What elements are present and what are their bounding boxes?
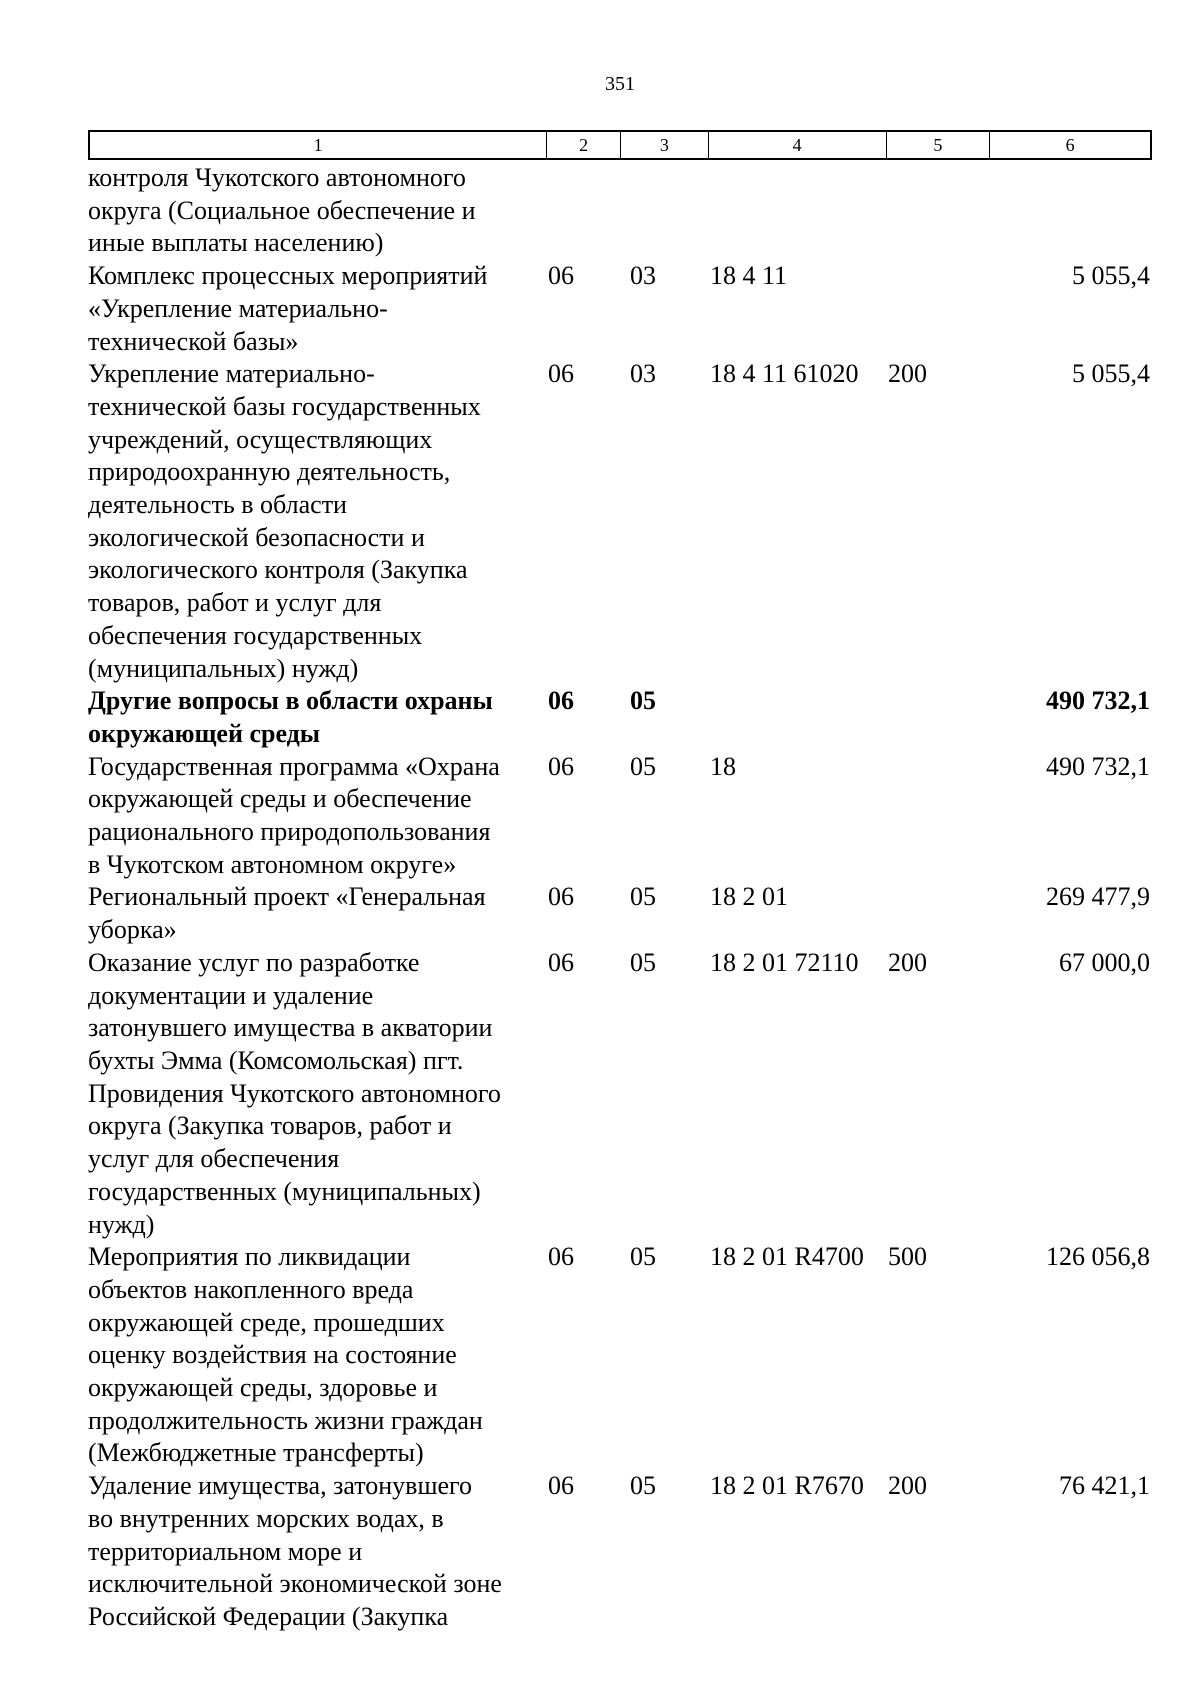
table-body xyxy=(88,162,1152,1634)
row-amount: 490 732,1 xyxy=(1046,686,1150,716)
row-section: 06 xyxy=(548,751,574,781)
row-section: 06 xyxy=(548,1471,574,1501)
table-row xyxy=(88,881,1152,946)
row-target-code: 18 2 01 xyxy=(710,882,788,912)
row-subsection: 03 xyxy=(630,261,656,291)
table-row xyxy=(88,947,1152,1241)
header-col-1: 1 xyxy=(90,132,547,158)
row-section: 06 xyxy=(548,686,574,716)
row-description: Региональный проект «Генеральная уборка» xyxy=(88,882,486,945)
row-subsection: 05 xyxy=(630,882,656,912)
row-section: 06 xyxy=(548,261,574,291)
row-subsection: 03 xyxy=(630,359,656,389)
row-target-code: 18 2 01 72110 xyxy=(710,947,859,977)
table-row xyxy=(88,1470,1152,1634)
row-target-code: 18 4 11 61020 xyxy=(710,359,859,389)
header-col-4: 4 xyxy=(709,132,887,158)
row-amount: 269 477,9 xyxy=(1046,882,1150,912)
row-target-code: 18 4 11 xyxy=(710,261,788,291)
row-section: 06 xyxy=(548,947,574,977)
table-row xyxy=(88,260,1152,358)
row-target-code: 18 xyxy=(710,751,736,781)
row-subsection: 05 xyxy=(630,1471,656,1501)
row-description: Мероприятия по ликвидации объектов накопленного вреда окружающей среде, прошедших оценку воздействия на состояние окружающей среды, здоровье и продолжительность жизни граждан (Межбюджетные трансферты) xyxy=(88,1242,483,1468)
header-col-2: 2 xyxy=(547,132,621,158)
page-number: 351 xyxy=(605,73,635,95)
row-amount: 5 055,4 xyxy=(1072,359,1150,389)
table-row xyxy=(88,358,1152,685)
header-col-5: 5 xyxy=(887,132,991,158)
row-expense-type: 200 xyxy=(888,1471,927,1501)
row-target-code: 18 2 01 R7670 xyxy=(710,1471,864,1501)
row-amount: 126 056,8 xyxy=(1046,1242,1150,1272)
row-description: Другие вопросы в области охраны окружающей среды xyxy=(88,686,493,748)
row-amount: 76 421,1 xyxy=(1059,1471,1150,1501)
row-description: Комплекс процессных мероприятий «Укрепление материально- технической базы» xyxy=(88,261,488,356)
row-subsection: 05 xyxy=(630,1242,656,1272)
row-target-code: 18 2 01 R4700 xyxy=(710,1242,864,1272)
table-row xyxy=(88,1241,1152,1470)
row-description: контроля Чукотского автономного округа (Социальное обеспечение и иные выплаты населению) xyxy=(88,163,476,258)
row-section: 06 xyxy=(548,882,574,912)
row-description: Удаление имущества, затонувшего во внутренних морских водах, в территориальном море и исключительной экономической зоне Российской Федерации (Закупка xyxy=(88,1471,502,1631)
header-col-3: 3 xyxy=(621,132,709,158)
row-expense-type: 500 xyxy=(888,1242,927,1272)
row-description: Оказание услуг по разработке документации и удаление затонувшего имущества в акватории бухты Эмма (Комсомольская) пгт. Провидения Чукотского автономного округа (Закупка товаров, работ и услуг для обеспечения государственных (муниципальных) нужд) xyxy=(88,947,501,1239)
row-amount: 490 732,1 xyxy=(1046,751,1150,781)
table-header xyxy=(88,130,1152,160)
header-col-6: 6 xyxy=(1065,135,1075,155)
row-description: Государственная программа «Охрана окружающей среды и обеспечение рационального природопользования в Чукотском автономном округе» xyxy=(88,751,500,879)
table-row xyxy=(88,751,1152,882)
row-expense-type: 200 xyxy=(888,947,927,977)
row-section: 06 xyxy=(548,1242,574,1272)
table-row xyxy=(88,162,1152,260)
row-section: 06 xyxy=(548,359,574,389)
row-description: Укрепление материально- технической базы государственных учреждений, осуществляющих природоохранную деятельность, деятельность в области экологической безопасности и экологического контроля (Закупка товаров, работ и услуг для обеспечения государственных (муниципальных) нужд) xyxy=(88,359,481,683)
row-expense-type: 200 xyxy=(888,359,927,389)
row-subsection: 05 xyxy=(630,947,656,977)
row-amount: 67 000,0 xyxy=(1059,947,1150,977)
table-row-section-total xyxy=(88,685,1152,750)
row-subsection: 05 xyxy=(630,751,656,781)
row-subsection: 05 xyxy=(630,686,656,716)
row-amount: 5 055,4 xyxy=(1072,261,1150,291)
